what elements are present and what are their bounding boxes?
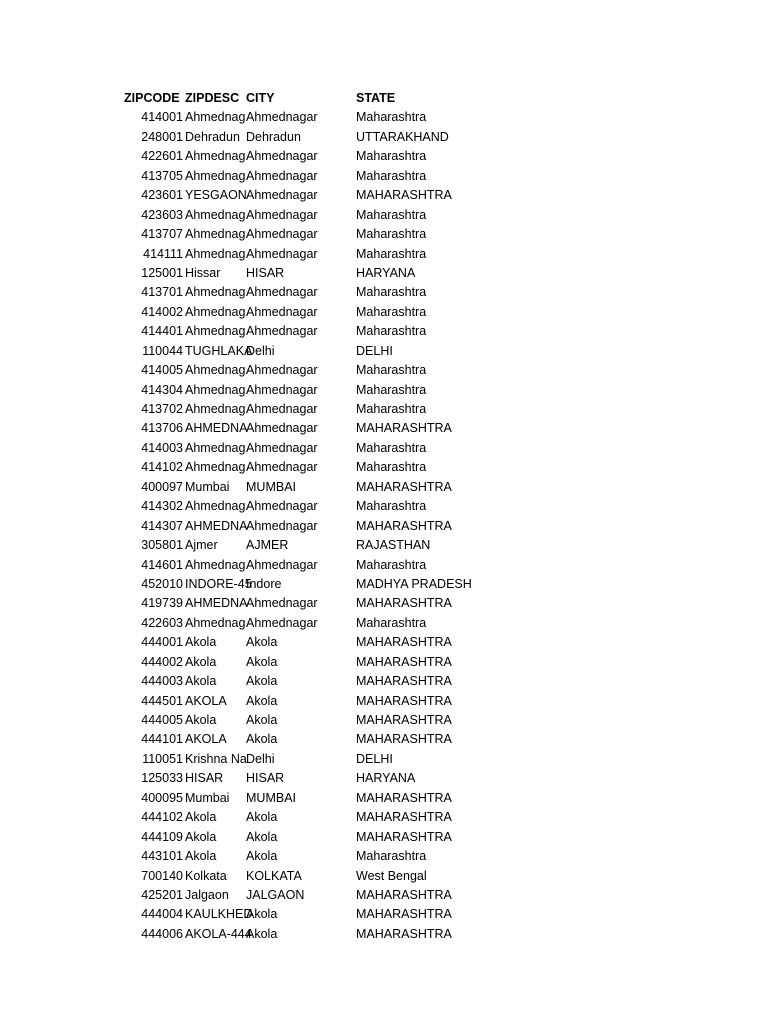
table-row	[0, 692, 768, 711]
table-row	[0, 245, 768, 264]
city-cell: Delhi	[246, 343, 275, 358]
zipdesc-cell: Mumbai	[185, 479, 230, 494]
zipdesc-cell: Ahmednag	[185, 246, 246, 261]
zipcode-cell: 444004	[141, 907, 183, 922]
zipcode-cell: 452010	[141, 576, 183, 591]
zipcode-cell: 414003	[141, 440, 183, 455]
state-cell: Maharashtra	[356, 440, 427, 455]
zipcode-cell: 414304	[141, 382, 183, 397]
city-cell: Ahmednagar	[246, 363, 318, 378]
table-row	[0, 536, 768, 555]
city-cell: Akola	[246, 693, 278, 708]
state-cell: Maharashtra	[356, 285, 427, 300]
table-row	[0, 303, 768, 322]
zipdesc-cell: Ahmednag	[185, 110, 246, 125]
state-cell: MAHARASHTRA	[356, 674, 452, 689]
zipcode-cell: 444002	[141, 654, 183, 669]
zipdesc-cell: AKOLA-444	[185, 926, 252, 941]
table-row	[0, 711, 768, 730]
table-row	[0, 478, 768, 497]
city-cell: MUMBAI	[246, 479, 296, 494]
zipcode-cell: 423601	[141, 188, 183, 203]
state-cell: West Bengal	[356, 868, 427, 883]
zipdesc-cell: Ahmednag	[185, 557, 246, 572]
zipcode-cell: 414005	[141, 363, 183, 378]
state-cell: MAHARASHTRA	[356, 887, 452, 902]
zipcode-cell: 444006	[141, 926, 183, 941]
state-cell: Maharashtra	[356, 304, 427, 319]
table-row	[0, 283, 768, 302]
table-row	[0, 672, 768, 691]
zipdesc-cell: Ahmednag	[185, 440, 246, 455]
city-cell: Akola	[246, 635, 278, 650]
table-row	[0, 614, 768, 633]
table-row	[0, 867, 768, 886]
state-cell: MAHARASHTRA	[356, 926, 452, 941]
city-cell: Akola	[246, 926, 278, 941]
table-row	[0, 556, 768, 575]
state-cell: RAJASTHAN	[356, 538, 431, 553]
zipcode-cell: 110051	[142, 751, 183, 766]
zipcode-cell: 125001	[141, 265, 183, 280]
state-cell: Maharashtra	[356, 207, 427, 222]
zipcode-cell: 444109	[141, 829, 183, 844]
zipdesc-cell: Kolkata	[185, 868, 227, 883]
zipcode-cell: 400095	[141, 790, 183, 805]
table-row	[0, 517, 768, 536]
zipcode-cell: 444003	[141, 674, 183, 689]
state-cell: MAHARASHTRA	[356, 596, 452, 611]
state-cell: MAHARASHTRA	[356, 518, 452, 533]
state-cell: MADHYA PRADESH	[356, 576, 472, 591]
state-cell: Maharashtra	[356, 246, 427, 261]
zipdesc-cell: Akola	[185, 829, 217, 844]
table-row	[0, 789, 768, 808]
zipdesc-cell: YESGAON	[185, 188, 247, 203]
city-cell: Ahmednagar	[246, 557, 318, 572]
city-cell: Ahmednagar	[246, 285, 318, 300]
zipdesc-cell: Ahmednag	[185, 324, 246, 339]
zipcode-cell: 414302	[141, 499, 183, 514]
city-cell: Akola	[246, 654, 278, 669]
zipdesc-cell: Akola	[185, 635, 217, 650]
city-cell: Ahmednagar	[246, 460, 318, 475]
zipdesc-cell: Ahmednag	[185, 285, 246, 300]
zipcode-cell: 414002	[141, 304, 183, 319]
state-cell: MAHARASHTRA	[356, 421, 452, 436]
state-cell: MAHARASHTRA	[356, 654, 452, 669]
city-cell: Ahmednagar	[246, 246, 318, 261]
table-row	[0, 653, 768, 672]
zipdesc-cell: Ahmednag	[185, 499, 246, 514]
table-row	[0, 886, 768, 905]
zipcode-cell: 444501	[141, 693, 183, 708]
state-cell: MAHARASHTRA	[356, 188, 452, 203]
table-row	[0, 128, 768, 147]
zipdesc-cell: Ahmednag	[185, 207, 246, 222]
city-cell: Akola	[246, 674, 278, 689]
zipcode-cell: 443101	[141, 849, 183, 864]
zipdesc-cell: Akola	[185, 713, 217, 727]
zipdesc-cell: Mumbai	[185, 790, 230, 805]
table-row	[0, 769, 768, 788]
state-cell: UTTARAKHAND	[356, 129, 449, 144]
state-cell: MAHARASHTRA	[356, 790, 452, 805]
zipdesc-cell: KAULKHED	[185, 907, 253, 922]
zipcode-cell: 413707	[141, 227, 183, 242]
zipdesc-cell: Ahmednag	[185, 615, 246, 630]
zipcode-cell: 419739	[141, 596, 183, 611]
zipcode-cell: 414111	[143, 246, 183, 261]
table-row	[0, 400, 768, 419]
zipcode-cell: 414401	[141, 324, 183, 339]
zipdesc-cell: Ahmednag	[185, 382, 246, 397]
city-cell: Ahmednagar	[246, 168, 318, 183]
zipcode-cell: 444005	[141, 713, 183, 727]
state-cell: Maharashtra	[356, 615, 427, 630]
state-cell: HARYANA	[356, 265, 416, 280]
table-row	[0, 186, 768, 205]
zipcode-cell: 305801	[141, 538, 183, 553]
zipcode-cell: 414307	[141, 518, 183, 533]
zipdesc-cell: Dehradun	[185, 129, 240, 144]
zipdesc-cell: Ahmednag	[185, 149, 246, 164]
spreadsheet	[0, 89, 768, 944]
table-row	[0, 575, 768, 594]
state-cell: MAHARASHTRA	[356, 635, 452, 650]
zipcode-cell: 444101	[141, 732, 183, 747]
zipdesc-cell: AKOLA	[185, 693, 227, 708]
zipcode-cell: 700140	[141, 868, 183, 883]
city-cell: Akola	[246, 810, 278, 825]
city-cell: HISAR	[246, 771, 285, 786]
table-row	[0, 847, 768, 866]
zipcode-cell: 444001	[141, 635, 183, 650]
state-cell: Maharashtra	[356, 168, 427, 183]
city-cell: Ahmednagar	[246, 207, 318, 222]
state-cell: MAHARASHTRA	[356, 907, 452, 922]
city-cell: Ahmednagar	[246, 149, 318, 164]
state-cell: DELHI	[356, 751, 393, 766]
zipcode-cell: 400097	[141, 479, 183, 494]
zipdesc-cell: AHMEDNA	[185, 596, 248, 611]
city-cell: Ahmednagar	[246, 227, 318, 242]
zipcode-cell: 422601	[141, 149, 183, 164]
table-row	[0, 750, 768, 769]
table-row	[0, 225, 768, 244]
zipdesc-cell: AHMEDNA	[185, 518, 248, 533]
table-row	[0, 458, 768, 477]
zipdesc-cell: Krishna Na	[185, 751, 247, 766]
state-cell: HARYANA	[356, 771, 416, 786]
table-row	[0, 342, 768, 361]
city-cell: Ahmednagar	[246, 440, 318, 455]
state-cell: Maharashtra	[356, 849, 427, 864]
header-row	[0, 89, 768, 108]
city-cell: Ahmednagar	[246, 324, 318, 339]
state-cell: Maharashtra	[356, 382, 427, 397]
state-cell: MAHARASHTRA	[356, 479, 452, 494]
zipcode-cell: 425201	[141, 887, 183, 902]
zipcode-cell: 414601	[141, 557, 183, 572]
zipdesc-cell: AHMEDNA	[185, 421, 248, 436]
zipcode-cell: 125033	[141, 771, 183, 786]
header-zipcode: ZIPCODE	[124, 91, 180, 105]
city-cell: Ahmednagar	[246, 110, 318, 125]
zipdesc-cell: Jalgaon	[185, 887, 229, 902]
city-cell: Ahmednagar	[246, 188, 318, 203]
table-row	[0, 167, 768, 186]
table-row	[0, 633, 768, 652]
city-cell: Ahmednagar	[246, 421, 318, 436]
city-cell: Indore	[246, 576, 282, 591]
zipdesc-cell: Ahmednag	[185, 460, 246, 475]
header-city: CITY	[246, 91, 275, 105]
state-cell: Maharashtra	[356, 149, 427, 164]
header-zipdesc: ZIPDESC	[185, 91, 240, 105]
table-body	[0, 108, 768, 944]
state-cell: Maharashtra	[356, 402, 427, 416]
zipcode-cell: 423603	[141, 207, 183, 222]
state-cell: Maharashtra	[356, 499, 427, 514]
state-cell: MAHARASHTRA	[356, 732, 452, 747]
state-cell: MAHARASHTRA	[356, 810, 452, 825]
city-cell: Akola	[246, 849, 278, 864]
city-cell: Ahmednagar	[246, 615, 318, 630]
city-cell: Akola	[246, 829, 278, 844]
zipdesc-cell: Ahmednag	[185, 227, 246, 242]
table-row	[0, 594, 768, 613]
table-row	[0, 905, 768, 924]
state-cell: Maharashtra	[356, 110, 427, 125]
city-cell: Akola	[246, 732, 278, 747]
city-cell: AJMER	[246, 538, 289, 553]
city-cell: Ahmednagar	[246, 499, 318, 514]
table-row	[0, 439, 768, 458]
table-row	[0, 730, 768, 749]
city-cell: MUMBAI	[246, 790, 296, 805]
zipdesc-cell: AKOLA	[185, 732, 227, 747]
city-cell: Ahmednagar	[246, 382, 318, 397]
zipdesc-cell: TUGHLAKA	[185, 343, 253, 358]
state-cell: Maharashtra	[356, 460, 427, 475]
city-cell: Akola	[246, 713, 278, 727]
zipdesc-cell: Akola	[185, 810, 217, 825]
zipcode-cell: 414102	[141, 460, 183, 475]
table-row	[0, 361, 768, 380]
state-cell: Maharashtra	[356, 363, 427, 378]
zipcode-cell: 413706	[141, 421, 183, 436]
table-row	[0, 925, 768, 944]
state-cell: DELHI	[356, 343, 393, 358]
zipcode-cell: 110044	[142, 343, 183, 358]
zipdesc-cell: INDORE-45	[185, 576, 252, 591]
table-row	[0, 497, 768, 516]
state-cell: Maharashtra	[356, 557, 427, 572]
city-cell: Akola	[246, 907, 278, 922]
zipdesc-cell: HISAR	[185, 771, 224, 786]
zipdesc-cell: Akola	[185, 654, 217, 669]
zipdesc-cell: Hissar	[185, 265, 221, 280]
table-row	[0, 828, 768, 847]
table-row	[0, 264, 768, 283]
zipdesc-cell: Ajmer	[185, 538, 218, 553]
city-cell: JALGAON	[246, 887, 305, 902]
city-cell: Delhi	[246, 751, 275, 766]
zipcode-cell: 444102	[141, 810, 183, 825]
city-cell: KOLKATA	[246, 868, 302, 883]
zipdesc-cell: Ahmednag	[185, 304, 246, 319]
table-row	[0, 206, 768, 225]
zipdesc-cell: Akola	[185, 674, 217, 689]
zipcode-cell: 413701	[141, 285, 183, 300]
city-cell: HISAR	[246, 265, 285, 280]
zipdesc-cell: Ahmednag	[185, 168, 246, 183]
state-cell: MAHARASHTRA	[356, 693, 452, 708]
city-cell: Ahmednagar	[246, 402, 318, 416]
zipdesc-cell: Akola	[185, 849, 217, 864]
table-row	[0, 381, 768, 400]
table-row	[0, 322, 768, 341]
city-cell: Ahmednagar	[246, 518, 318, 533]
zipcode-cell: 413705	[141, 168, 183, 183]
zipdesc-cell: Ahmednag	[185, 402, 246, 416]
state-cell: Maharashtra	[356, 324, 427, 339]
state-cell: MAHARASHTRA	[356, 713, 452, 727]
city-cell: Ahmednagar	[246, 596, 318, 611]
table-row	[0, 108, 768, 127]
city-cell: Dehradun	[246, 129, 301, 144]
header-state: STATE	[356, 91, 396, 105]
state-cell: MAHARASHTRA	[356, 829, 452, 844]
zipdesc-cell: Ahmednag	[185, 363, 246, 378]
table-row	[0, 419, 768, 438]
city-cell: Ahmednagar	[246, 304, 318, 319]
table-row	[0, 808, 768, 827]
state-cell: Maharashtra	[356, 227, 427, 242]
zipcode-cell: 248001	[141, 129, 183, 144]
table-row	[0, 147, 768, 166]
zipcode-cell: 422603	[141, 615, 183, 630]
zipcode-cell: 413702	[141, 402, 183, 416]
zipcode-cell: 414001	[141, 110, 183, 125]
